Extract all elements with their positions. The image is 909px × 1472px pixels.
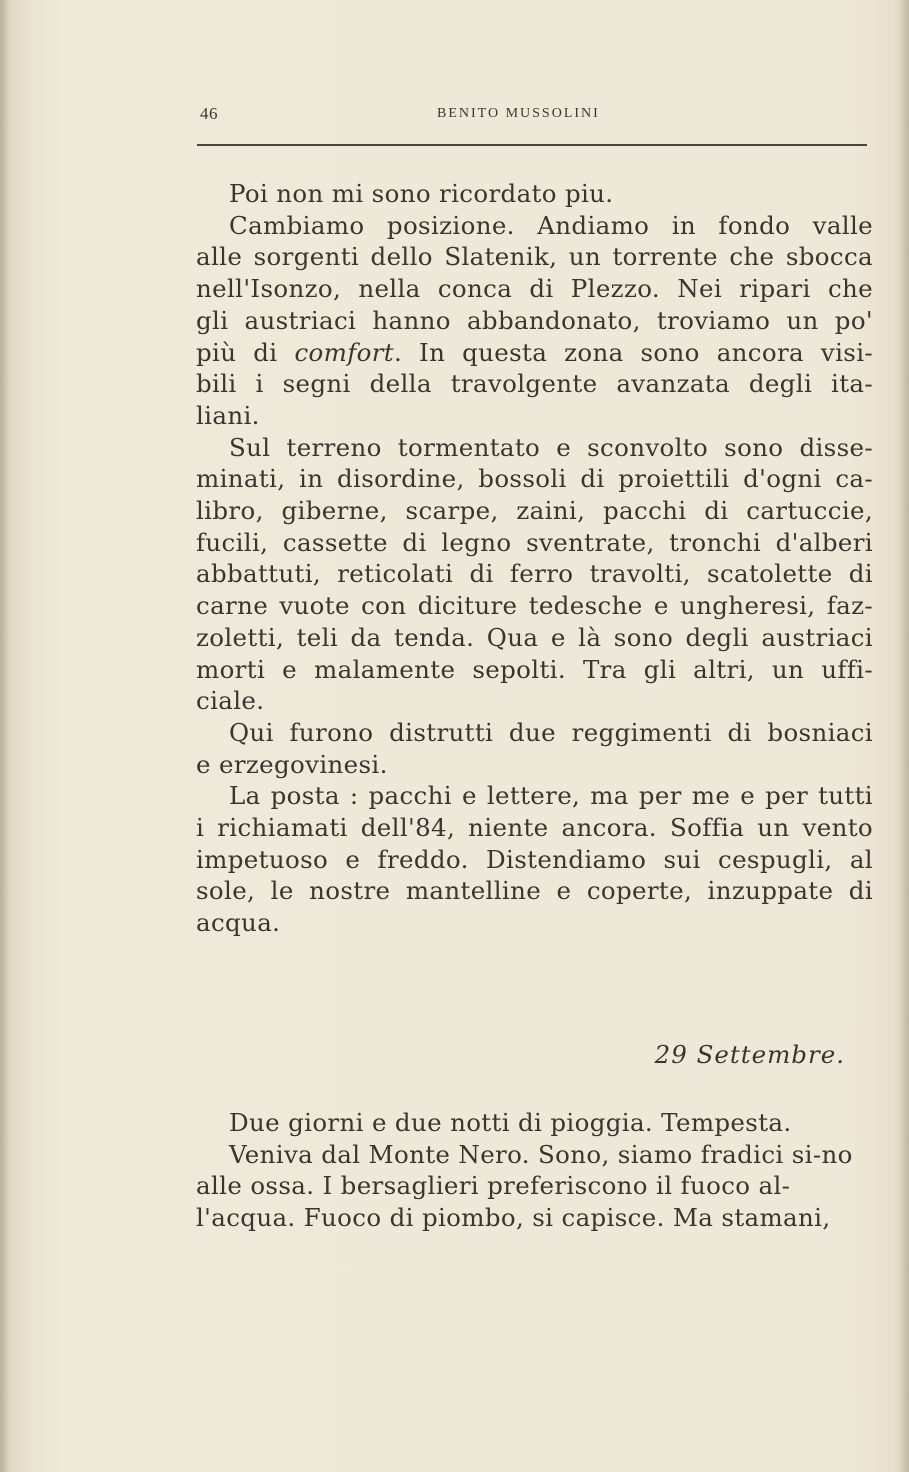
- header-rule: [197, 144, 867, 146]
- page-number: 46: [200, 104, 218, 123]
- text-line: più di comfort. In questa zona sono ancora visi-: [196, 337, 874, 367]
- paragraph: [196, 210, 873, 432]
- italic-word: comfort: [294, 337, 394, 367]
- continued-text: [196, 1107, 873, 1234]
- text-line: liani.: [196, 400, 260, 430]
- text-line: morti e malamente sepolti. Tra gli altri, un uffi-: [196, 654, 873, 684]
- page-spine-shadow: [0, 0, 10, 1472]
- text-line: zoletti, teli da tenda. Qua e là sono degli austriaci: [196, 622, 873, 652]
- text-line: libro, giberne, scarpe, zaini, pacchi di cartuccie,: [196, 496, 873, 526]
- text-line: l'acqua. Fuoco di piombo, si capisce. Ma stamani,: [196, 1203, 831, 1233]
- running-title: BENITO MUSSOLINI: [437, 106, 600, 121]
- paragraph: [196, 717, 873, 780]
- text-line: ciale.: [196, 686, 265, 716]
- text-line: Sul terreno tormentato e sconvolto sono disse-: [229, 432, 873, 462]
- text-line: Poi non mi sono ricordato piu.: [229, 179, 614, 208]
- text-line: Qui furono distrutti due reggimenti di bosniaci: [229, 717, 873, 747]
- text-line: acqua.: [196, 908, 281, 938]
- paragraph: [196, 432, 873, 717]
- text-line: i richiamati dell'84, niente ancora. Soffia un vento: [196, 813, 873, 843]
- text-line: no alle ossa. I bersaglieri preferiscono il fuoco al-: [196, 1139, 853, 1201]
- text-line: e erzegovinesi.: [196, 749, 388, 779]
- text-line: Cambiamo posizione. Andiamo in fondo valle: [229, 210, 873, 240]
- paragraph: [196, 1139, 873, 1234]
- text-line: minati, in disordine, bossoli di proiettili d'ogni ca-: [196, 464, 873, 494]
- text-line: carne vuote con diciture tedesche e ungheresi, faz-: [196, 591, 873, 621]
- text-line: fucili, cassette di legno sventrate, tronchi d'alberi: [196, 527, 873, 557]
- text-line: Due giorni e due notti di pioggia. Tempesta.: [229, 1108, 792, 1137]
- paragraph: [196, 1107, 873, 1139]
- paragraph: [196, 780, 873, 939]
- text-line: Veniva dal Monte Nero. Sono, siamo fradici si-: [229, 1139, 822, 1169]
- text-line: bili i segni della travolgente avanzata degli ita-: [196, 369, 873, 399]
- main-text: [196, 178, 873, 939]
- page-edge-shadow: [901, 0, 909, 1472]
- text-line: nell'Isonzo, nella conca di Plezzo. Nei ripari che: [196, 274, 873, 304]
- text-line: impetuoso e freddo. Distendiamo sui cespugli, al: [196, 844, 873, 874]
- running-head: [200, 104, 866, 134]
- date-heading: 29 Settembre.: [654, 1040, 845, 1069]
- paragraph: [196, 178, 873, 210]
- text-line: sole, le nostre mantelline e coperte, inzuppate di: [196, 876, 873, 906]
- text-line: alle sorgenti dello Slatenik, un torrente che sbocca: [196, 242, 873, 272]
- text-line: gli austriaci hanno abbandonato, troviamo un po': [196, 305, 873, 335]
- text-line: La posta : pacchi e lettere, ma per me e per tutti: [229, 781, 873, 811]
- text-line: abbattuti, reticolati di ferro travolti, scatolette di: [196, 559, 873, 589]
